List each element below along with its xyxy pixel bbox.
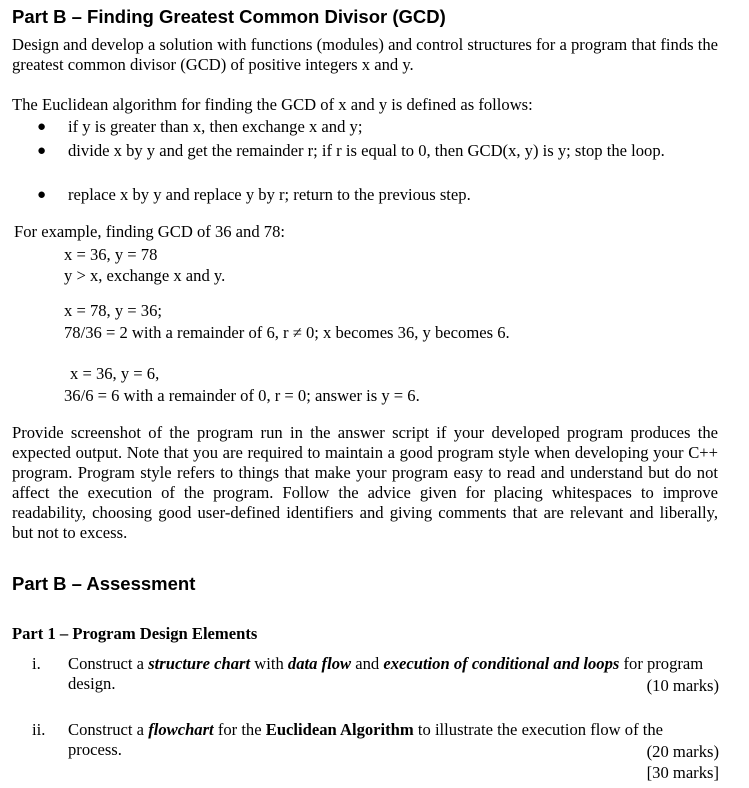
example-intro: For example, finding GCD of 36 and 78: <box>14 222 285 241</box>
example-line: y > x, exchange x and y. <box>64 266 226 285</box>
bullet-icon: ● <box>37 187 47 203</box>
example-line: x = 36, y = 78 <box>64 245 158 264</box>
question-number: ii. <box>32 720 46 739</box>
euclid-intro: The Euclidean algorithm for finding the GCD of x and y is defined as follows: <box>12 95 533 114</box>
example-line: x = 78, y = 36; <box>64 301 162 320</box>
bullet-icon: ● <box>37 143 47 159</box>
question-marks: (10 marks) <box>646 676 719 695</box>
instructions-paragraph: Provide screenshot of the program run in the answer script if your developed program produces the expected output. Note that you are required to maintain a good program style when developing your C++ program. Program style refers to things that make your program easy to read and understand but do not affect the execution of the program. Follow the advice given for placing whitespaces to improve readability, choosing good user-defined identifiers and giving comments that are relevant and liberally, but not to excess. <box>12 423 718 542</box>
step-item: if y is greater than x, then exchange x and y; <box>68 117 363 136</box>
part1-title: Part 1 – Program Design Elements <box>12 624 258 643</box>
part-b-title: Part B – Finding Greatest Common Divisor (GCD) <box>12 6 446 27</box>
step-item: divide x by y and get the remainder r; if r is equal to 0, then GCD(x, y) is y; stop the loop. <box>68 141 665 160</box>
step-item: replace x by y and replace y by r; return to the previous step. <box>68 185 471 204</box>
question-number: i. <box>32 654 41 673</box>
question-text: Construct a flowchart for the Euclidean Algorithm to illustrate the execution flow of the process. <box>68 720 664 759</box>
assessment-title: Part B – Assessment <box>12 573 196 594</box>
question-marks: (20 marks) <box>646 742 719 761</box>
example-line: 36/6 = 6 with a remainder of 0, r = 0; answer is y = 6. <box>64 386 420 405</box>
bullet-icon: ● <box>37 119 47 135</box>
example-line: x = 36, y = 6, <box>70 364 160 383</box>
example-line: 78/36 = 2 with a remainder of 6, r ≠ 0; x becomes 36, y becomes 6. <box>64 323 510 342</box>
intro-paragraph: Design and develop a solution with functions (modules) and control structures for a program that finds the greatest common divisor (GCD) of positive integers x and y. <box>12 35 718 74</box>
total-marks: [30 marks] <box>646 763 719 782</box>
question-text: Construct a structure chart with data flow and execution of conditional and loops for program design. <box>68 654 704 693</box>
